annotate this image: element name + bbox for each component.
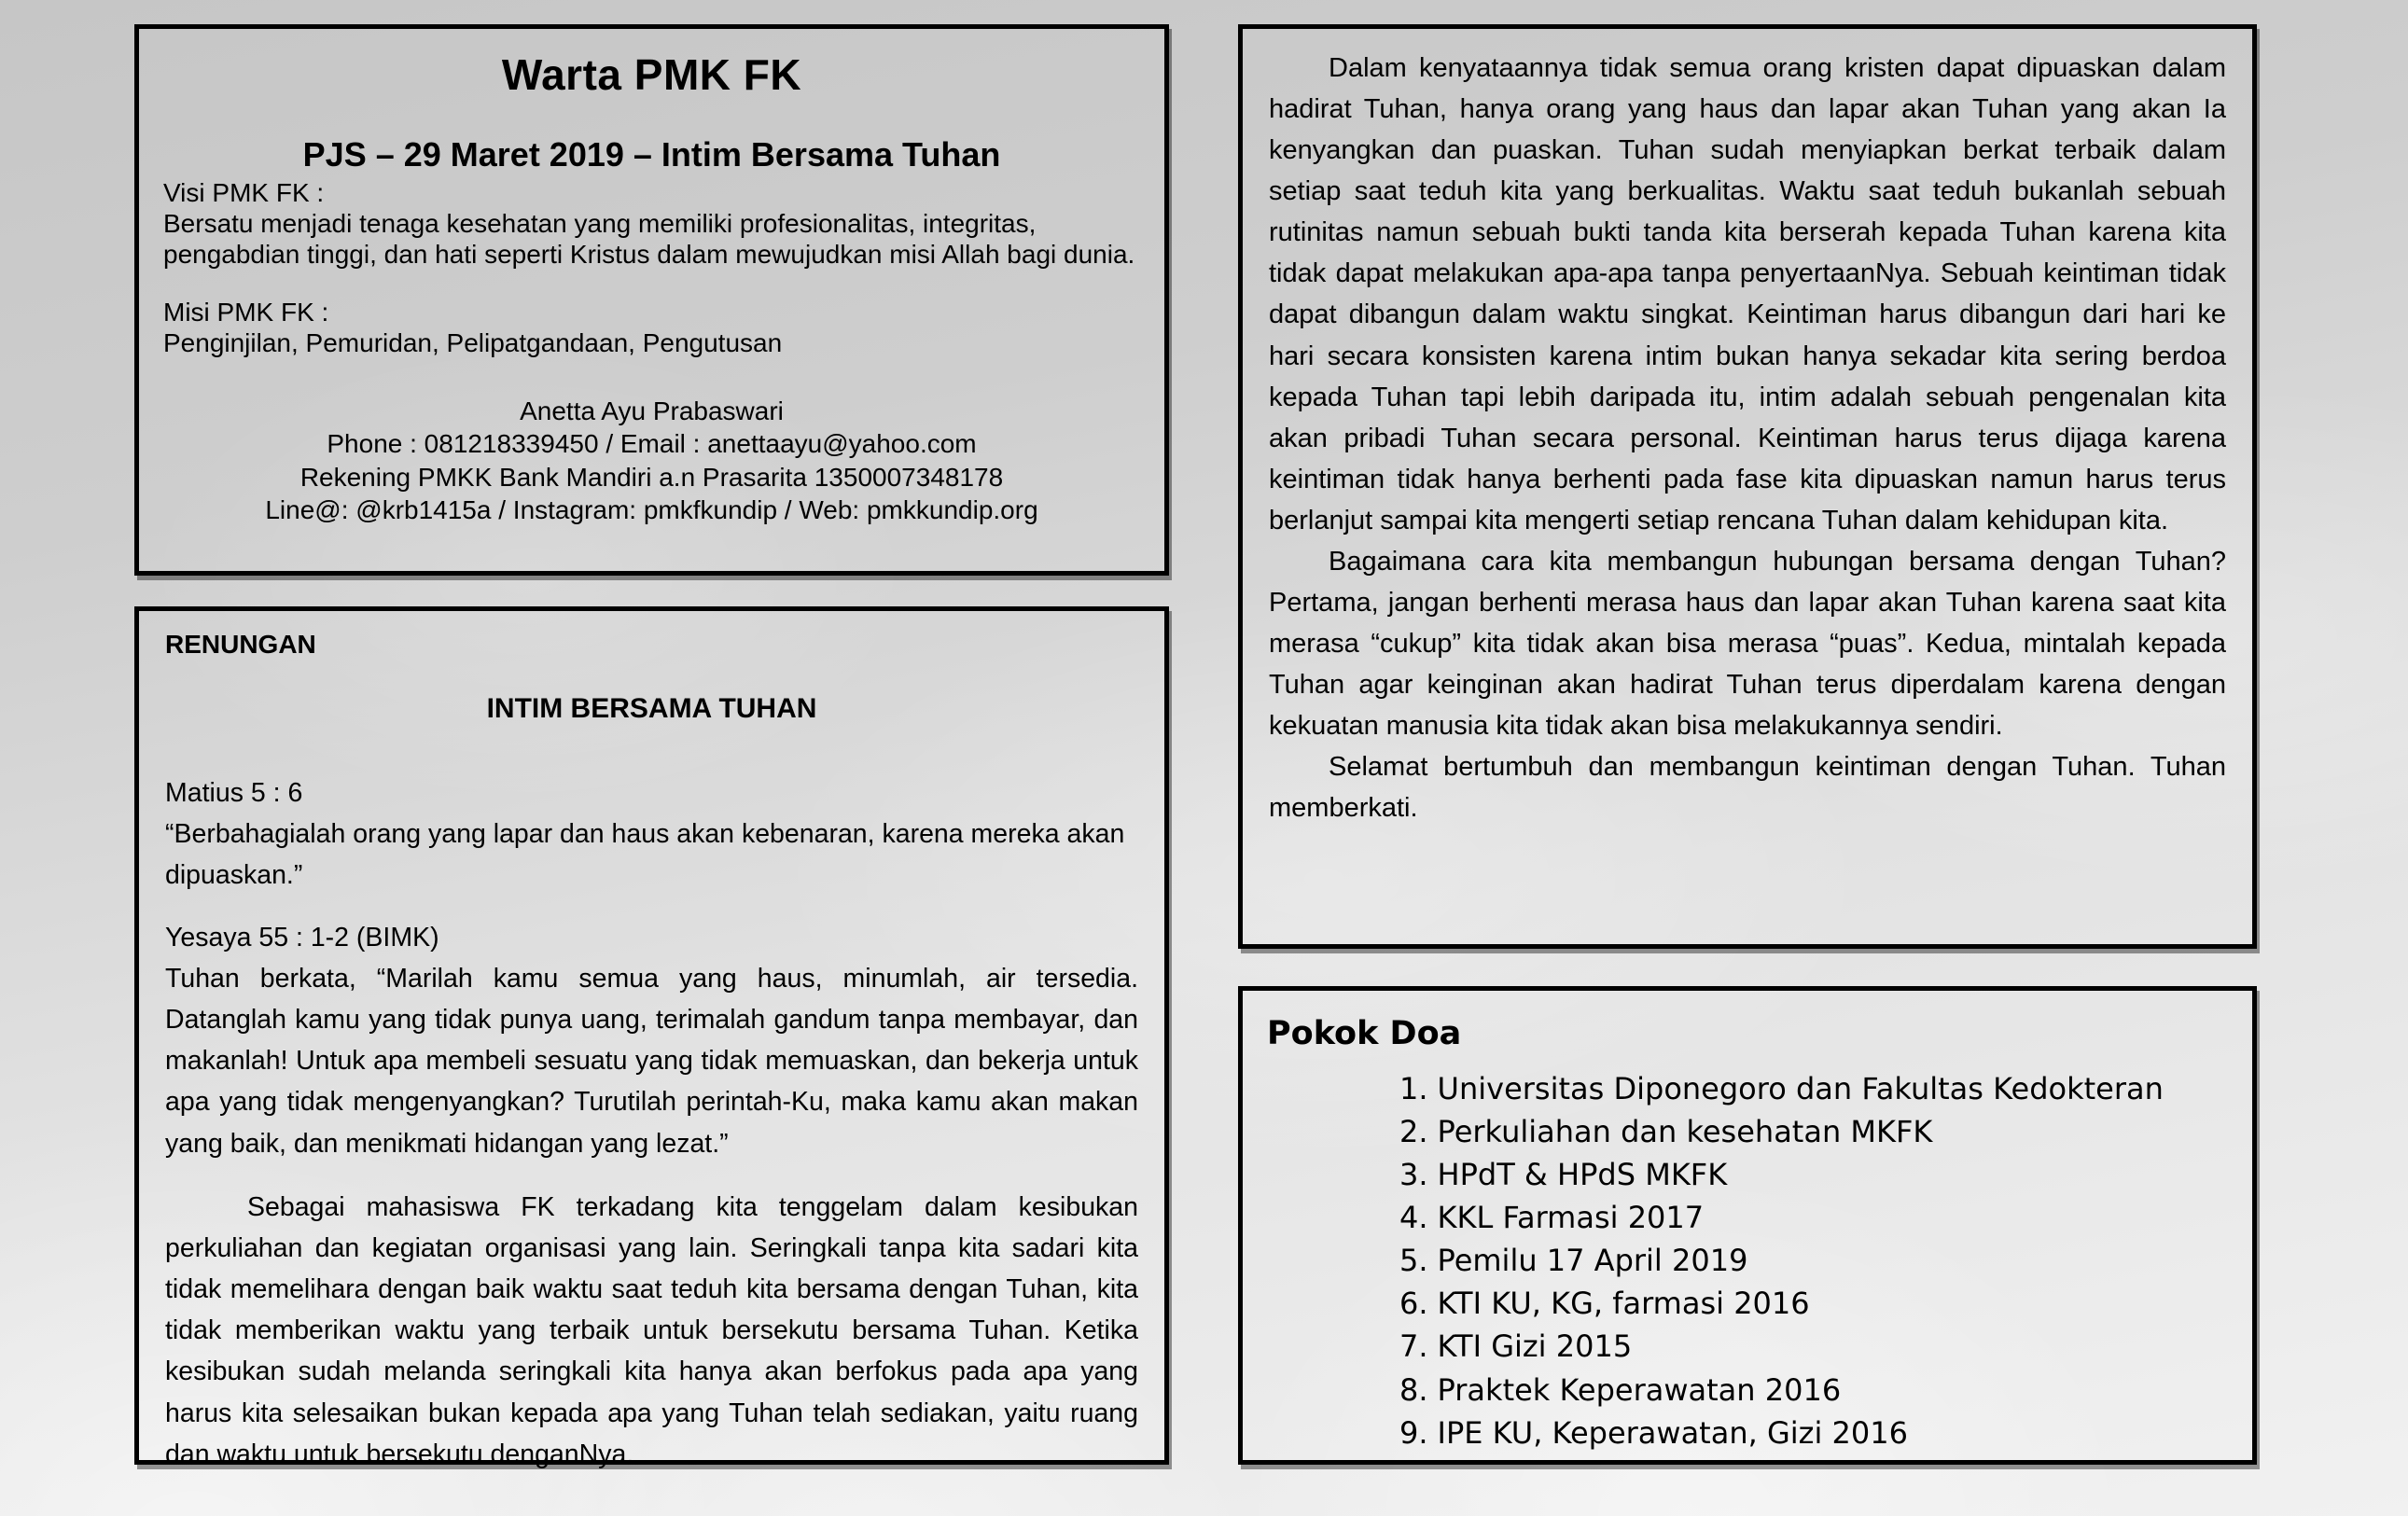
prayer-item-text: Universitas Diponegoro dan Fakultas Kedokteran <box>1437 1071 2164 1106</box>
renungan-label: RENUNGAN <box>165 630 316 659</box>
article-paragraph-2: Bagaimana cara kita membangun hubungan bersama dengan Tuhan? Pertama, jangan berhenti merasa haus dan lapar akan Tuhan karena saat kita merasa “cukup” kita tidak akan bisa merasa “puas”. Kedua, mintalah kepada Tuhan agar keinginan akan hadirat Tuhan terus diperdalam karena dengan kekuatan manusia kita tidak akan bisa melakukannya sendiri. <box>1269 546 2226 742</box>
renungan-paragraph: Sebagai mahasiswa FK terkadang kita tenggelam dalam kesibukan perkuliahan dan kegiatan organisasi yang lain. Seringkali tanpa kita sadari kita tidak memelihara dengan baik waktu saat teduh kita bersama dengan Tuhan, kita tidak memberikan waktu yang terbaik untuk bersekutu bersama Tuhan. Ketika kesibukan sudah melanda seringkali kita hanya akan berfokus pada apa yang harus kita selesaikan bukan kepada apa yang Tuhan telah sediakan, yaitu ruang dan waktu untuk bersekutu denganNya. <box>165 1191 1138 1469</box>
prayer-box <box>1238 986 2257 1465</box>
renungan-title: INTIM BERSAMA TUHAN <box>486 693 817 724</box>
prayer-item-number: 8. <box>1399 1371 1428 1408</box>
prayer-item-text: IPE KU, Keperawatan, Gizi 2016 <box>1437 1414 1908 1451</box>
prayer-item-text: KTI Gizi 2015 <box>1437 1328 1633 1365</box>
prayer-item-number: 4. <box>1399 1200 1428 1236</box>
prayer-item <box>1399 1067 2228 1110</box>
prayer-item-text: Pemilu 17 April 2019 <box>1437 1243 1748 1279</box>
verse1-reference: Matius 5 : 6 <box>165 778 303 808</box>
prayer-item <box>1399 1196 2228 1239</box>
prayer-item <box>1399 1412 2228 1454</box>
prayer-item <box>1399 1110 2228 1153</box>
prayer-list <box>1267 1067 2228 1454</box>
contact-social-links: Line@: @krb1415a / Instagram: pmkfkundip / Web: pmkkundip.org <box>265 495 1038 525</box>
verse2-reference: Yesaya 55 : 1-2 (BIMK) <box>165 923 439 953</box>
prayer-item <box>1399 1282 2228 1325</box>
prayer-item-number: 9. <box>1399 1414 1428 1451</box>
visi-label: Visi PMK FK : <box>163 178 325 207</box>
prayer-item-text: Perkuliahan dan kesehatan MKFK <box>1437 1114 1933 1150</box>
prayer-item <box>1399 1325 2228 1368</box>
article-paragraph-3: Selamat bertumbuh dan membangun keintiman dengan Tuhan. Tuhan memberkati. <box>1269 752 2226 824</box>
prayer-item-number: 6. <box>1399 1286 1428 1322</box>
header-box <box>134 24 1169 576</box>
prayer-item-number: 2. <box>1399 1114 1428 1150</box>
misi-label: Misi PMK FK : <box>163 298 329 327</box>
prayer-item-text: Praktek Keperawatan 2016 <box>1437 1371 1842 1408</box>
renungan-box <box>134 606 1169 1469</box>
article-box <box>1238 24 2257 949</box>
prayer-title: Pokok Doa <box>1267 1015 1462 1052</box>
prayer-item-number: 7. <box>1399 1328 1428 1365</box>
prayer-item <box>1399 1369 2228 1412</box>
visi-text: Bersatu menjadi tenaga kesehatan yang memiliki profesionalitas, integritas, pengabdian tinggi, dan hati seperti Kristus dalam mewujudkan misi Allah bagi dunia. <box>163 208 1135 269</box>
contact-name: Anetta Ayu Prabaswari <box>520 396 784 425</box>
prayer-item-text: KKL Farmasi 2017 <box>1437 1200 1705 1236</box>
contact-group <box>163 395 1140 527</box>
newsletter-title: Warta PMK FK <box>501 50 802 99</box>
contact-phone-email: Phone : 081218339450 / Email : anettaayu@yahoo.com <box>327 429 977 459</box>
prayer-item-number: 5. <box>1399 1243 1428 1279</box>
verse1-text: “Berbahagialah orang yang lapar dan haus akan kebenaran, karena mereka akan dipuaskan.” <box>165 818 1125 890</box>
prayer-item-text: HPdT & HPdS MKFK <box>1437 1157 1728 1193</box>
prayer-item <box>1399 1239 2228 1282</box>
prayer-item-number: 3. <box>1399 1157 1428 1193</box>
edition-subtitle: PJS – 29 Maret 2019 – Intim Bersama Tuhan <box>302 135 1001 174</box>
misi-text: Penginjilan, Pemuridan, Pelipatgandaan, Pengutusan <box>163 328 783 357</box>
prayer-item-text: KTI KU, KG, farmasi 2016 <box>1437 1286 1810 1322</box>
misi-group <box>163 298 1140 359</box>
prayer-item <box>1399 1153 2228 1196</box>
verse2-text: Tuhan berkata, “Marilah kamu semua yang haus, minumlah, air tersedia. Datanglah kamu yang tidak punya uang, terimalah gandum tanpa membayar, dan makanlah! Untuk apa membeli sesuatu yang tidak memuaskan, dan bekerja untuk apa yang tidak mengenyangkan? Turutilah perintah-Ku, maka kamu akan makan yang baik, dan menikmati hidangan yang lezat.” <box>165 963 1138 1159</box>
article-paragraph-1: Dalam kenyataannya tidak semua orang kristen dapat dipuaskan dalam hadirat Tuhan, hanya orang yang haus dan lapar akan Tuhan yang akan Ia kenyangkan dan puaskan. Tuhan sudah menyiapkan berkat terbaik dalam setiap saat teduh kita yang berkualitas. Waktu saat teduh bukanlah sebuah rutinitas namun sebuah bukti tanda kita berserah kepada Tuhan karena kita tidak dapat melakukan apa-apa tanpa penyertaanNya. Sebuah keintiman tidak dapat dibangun dalam waktu singkat. Keintiman harus dibangun dari hari ke hari secara konsisten karena intim bukan hanya sekadar kita sering berdoa kepada Tuhan tapi lebih daripada itu, intim adalah sebuah pengenalan kita akan pribadi Tuhan secara personal. Keintiman harus terus dijaga karena keintiman tidak hanya berhenti pada fase kita dipuaskan namun harus terus berlanjut sampai kita mengerti setiap rencana Tuhan dalam kehidupan kita. <box>1269 53 2226 535</box>
contact-bank-account: Rekening PMKK Bank Mandiri a.n Prasarita 1350007348178 <box>299 462 1004 492</box>
visi-group <box>163 178 1140 270</box>
prayer-item-number: 1. <box>1399 1071 1428 1106</box>
